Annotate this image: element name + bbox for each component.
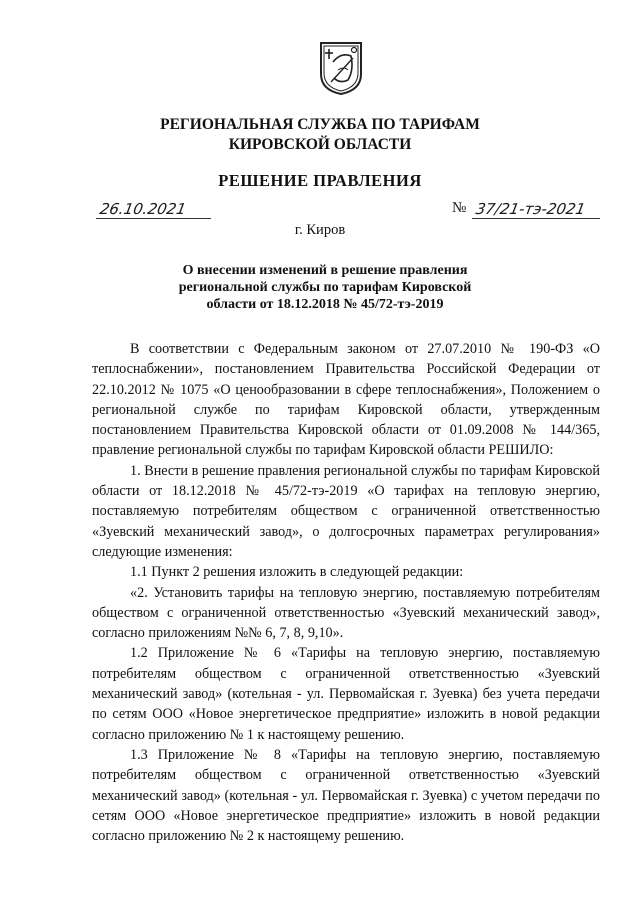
clause-2-quote-paragraph: «2. Установить тарифы на тепловую энергию, поставляемую потребителям обществом с ограниченной ответственностью «Зуевский механический завод», согласно приложениям №№ 6, 7, 8, 9,10». [92,584,600,642]
subject-line2: региональной службы по тарифам Кировской [178,280,472,295]
preamble-paragraph: В соответствии с Федеральным законом от 27.07.2010 № 190-ФЗ «О теплоснабжении», постановлением Правительства Российской Федерации от 22.10.2012 № 1075 «О ценообразовании в сфере теплоснабжения», Положением о региональной службе по тарифам Кировской области, утвержденным постановлением Правительства Кировской области от 01.09.2008 № 144/365, правление региональной службы по тарифам Кировской области РЕШИЛО: [92,341,600,459]
document-subject [160,262,490,313]
clause-1-paragraph: 1. Внести в решение правления региональной службы по тарифам Кировской области от 18.12.2018 № 45/72-тэ-2019 «О тарифах на тепловую энергию, поставляемую потребителям обществом с ограниченной ответственностью «Зуевский механический завод», о долгосрочных параметрах регулирования» следующие изменения: [92,462,600,560]
subject-line1: О внесении изменений в решение правления [182,263,468,278]
document-date: 26.10.2021 [98,200,188,218]
organization-name-line2: КИРОВСКОЙ ОБЛАСТИ [228,136,412,153]
city-name: г. Киров [294,222,346,238]
number-underline [472,218,600,219]
document-title: РЕШЕНИЕ ПРАВЛЕНИЯ [218,171,422,190]
number-sign: № [452,200,467,216]
document-body [92,339,600,846]
date-underline [96,218,211,219]
document-number: 37/21-тэ-2021 [474,200,587,218]
clause-1-1-paragraph: 1.1 Пункт 2 решения изложить в следующей редакции: [130,564,464,581]
coat-of-arms-icon [318,40,364,96]
clause-1-3-paragraph: 1.3 Приложение № 8 «Тарифы на тепловую энергию, поставляемую потребителям обществом с ограниченной ответственностью «Зуевский механический завод» (котельная - ул. Первомайская г. Зуевка) с учетом передачи по сетям ООО «Новое энергетическое предприятие» изложить в новой редакции согласно приложению № 2 к настоящему решению. [92,746,600,845]
subject-line3: области от 18.12.2018 № 45/72-тэ-2019 [206,297,444,312]
organization-name-line1: РЕГИОНАЛЬНАЯ СЛУЖБА ПО ТАРИФАМ [160,116,480,133]
clause-1-2-paragraph: 1.2 Приложение № 6 «Тарифы на тепловую энергию, поставляемую потребителям обществом с ограниченной ответственностью «Зуевский механический завод» (котельная - ул. Первомайская г. Зуевка) без учета передачи по сетям ООО «Новое энергетическое предприятие» изложить в новой редакции согласно приложению № 1 к настоящему решению. [92,645,600,743]
